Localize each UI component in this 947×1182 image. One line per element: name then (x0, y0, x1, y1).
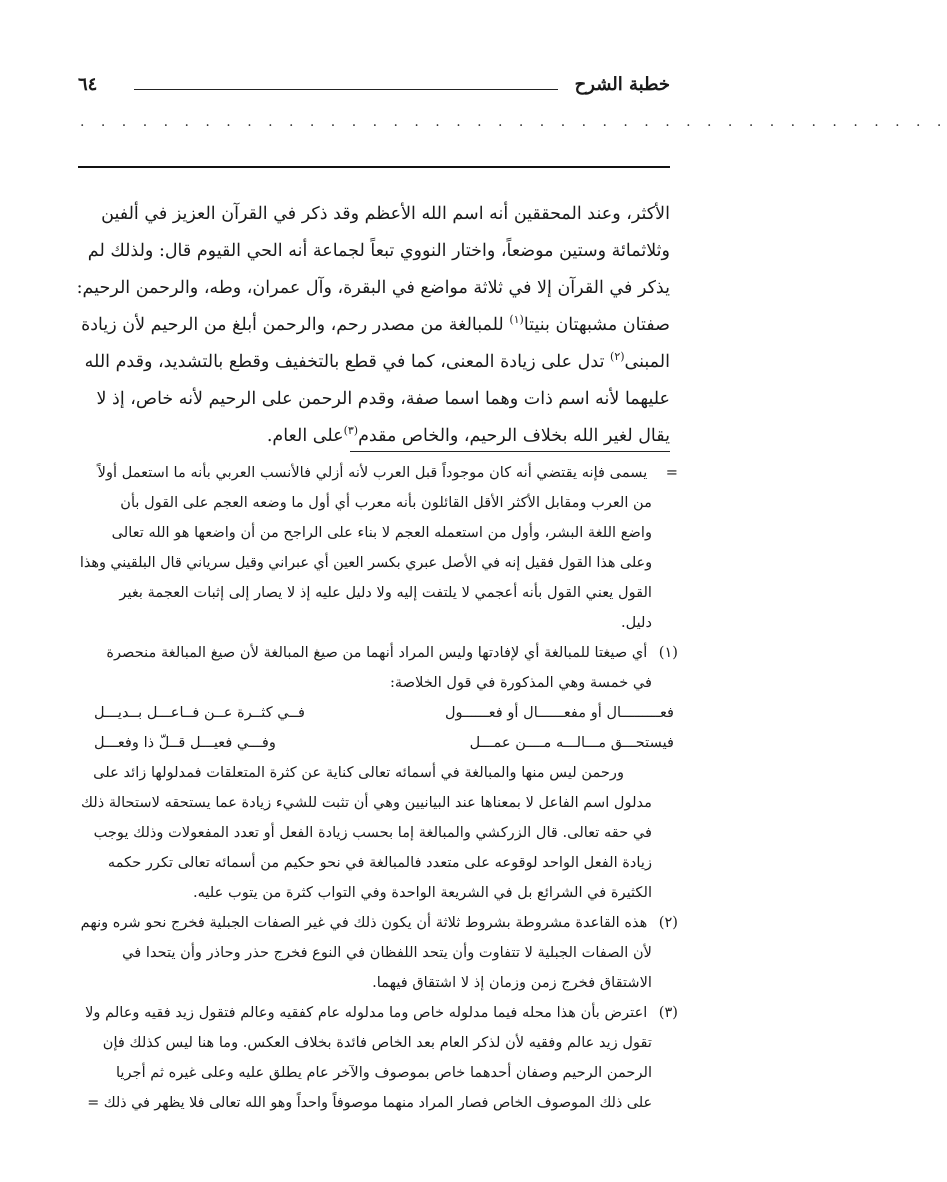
footnote-line: دليل. (620, 614, 652, 631)
verse-hemistich: وفـــي فعيـــل قــلّ ذا وفعـــل (94, 734, 276, 751)
main-line (78, 418, 670, 455)
footnote-text: على ذلك الموصوف الخاص فصار المراد منهما موصوفاً واحداً وهو الله تعالى فلا يظهر في ذلك (103, 1095, 652, 1111)
footnote-2-number: (٢) (658, 914, 678, 931)
footnote-line: الاشتقاق فخرج زمن وزمان إذ لا اشتقاق فيهما. (372, 974, 652, 991)
verse-hemistich: فعـــــــــال أو مفعــــــال أو فعــــــول (444, 704, 674, 721)
footnote-line: الرحمن الرحيم وصفان أحدهما خاص بموصوف والآخر عام يطلق عليه وعلى غيره ثم أجريا (115, 1064, 652, 1081)
footnotes (78, 458, 678, 1118)
footnote-line: مدلول اسم الفاعل لا بمعناها عند البيانيين وهي أن تثبت للشيء زيادة عما يستحقه لاستحالة ذلك (80, 794, 652, 811)
main-text-segment: صفتان مشبهتان بنيتا (523, 315, 670, 335)
footnote-rule (350, 451, 670, 452)
footnote-3-number: (٣) (658, 1004, 678, 1021)
main-text-segment: للمبالغة من مصدر رحم، والرحمن أبلغ من الرحيم لأن زيادة (81, 315, 510, 335)
footnote-ref: (٣) (343, 424, 359, 438)
footnote-3-line (78, 998, 678, 1028)
footnote-1-number: (١) (658, 644, 678, 661)
main-text-segment: على العام. (266, 426, 344, 446)
footnote-line: في حقه تعالى. قال الزركشي والمبالغة إما بحسب زيادة الفعل أو تعدد المفعولات وذلك يوجب (93, 824, 652, 841)
footnote-line: الكثيرة في الشرائع بل في الشريعة الواحدة وفي التواب كثرة من يتوب عليه. (192, 884, 652, 901)
verse-hemistich: فيستحـــق مـــالـــه مــــن عمـــل (469, 734, 674, 751)
footnote-line: لأن الصفات الجبلية لا تتفاوت وأن يتحد اللفظان في النوع فخرج حذر وحاذر وأن يتحدا في (122, 944, 652, 961)
running-header (78, 74, 670, 102)
footnote-text: يسمى فإنه يقتضي أنه كان موجوداً قبل العرب لأنه أزلي فالأنسب العربي بأنه ما استعمل أولاً (97, 464, 648, 481)
main-line: عليهما لأنه اسم ذات وهما اسما صفة، وقدم الرحمن على الرحيم لأنه خاص، إذ لا (96, 389, 670, 409)
main-text-segment: المبنى (624, 352, 670, 372)
dotted-separator: . . . . . . . . . . . . . . . . . . . . . . . . . . . . . . . . . . . . . . . . . . (80, 114, 947, 130)
footnote-text: أي صيغتا للمبالغة أي لإفادتها وليس المراد أنهما من صيغ المبالغة لأن صيغ المبالغة منحصرة (106, 644, 648, 661)
page-number: ٦٤ (78, 74, 98, 95)
poetry-verse (78, 728, 678, 758)
main-line (78, 307, 670, 344)
chapter-title: خطبة الشرح (574, 74, 670, 95)
footnote-line: القول يعني القول بأنه أعجمي لا يلتفت إليه ولا دليل عليه إذ لا يصار إلى إثبات العجمة بغير (119, 584, 652, 601)
footnote-ref: (١) (509, 313, 524, 327)
footnote-text: هذه القاعدة مشروطة بشروط ثلاثة أن يكون ذلك في غير الصفات الجبلية فخرج نحو شره ونهم (80, 914, 648, 931)
text-rule (78, 166, 670, 168)
main-line: يذكر في القرآن إلا في ثلاثة مواضع في البقرة، وآل عمران، وطه، والرحمن الرحيم: (76, 278, 670, 298)
header-rule (134, 89, 558, 90)
main-text-segment: تدل على زيادة المعنى، كما في قطع بالتخفيف وقطع بالتشديد، وقدم الله (84, 352, 611, 372)
continuation-mark: = (665, 464, 678, 481)
footnote-1-line (78, 638, 678, 668)
main-line (78, 344, 670, 381)
poetry-verse (78, 698, 678, 728)
main-line: وثلاثمائة وستين موضعاً، واختار النووي تبعاً لجماعة أنه الحي القيوم قال: ولذلك لم (87, 241, 670, 261)
footnote-ref: (٢) (610, 350, 625, 364)
main-text (78, 196, 670, 455)
footnote-line: زيادة الفعل الواحد لوقوعه على متعدد فالمبالغة في نحو حكيم من أسمائه تعالى تكرر حكمه (107, 854, 652, 871)
footnote-line: من العرب ومقابل الأكثر الأقل القائلون بأنه معرب أي أول ما وضعه العجم على القول بأن (120, 494, 652, 511)
verse-hemistich: فــي كثــرة عــن فــاعـــل بــديـــل (94, 704, 305, 721)
footnote-line: وعلى هذا القول فقيل إنه في الأصل عبري بكسر العين أي عبراني وقيل سرياني قال البلقيني وهذا (79, 555, 652, 571)
footnote-text: اعترض بأن هذا محله فيما مدلوله خاص وما مدلوله عام كفقيه وعالم فتقول زيد فقيه وعالم ولا (85, 1004, 648, 1021)
main-text-segment: يقال لغير الله بخلاف الرحيم، والخاص مقدم (358, 426, 670, 446)
footnote-line (78, 1088, 678, 1118)
footnote-line: تقول زيد عالم وفقيه لأن لذكر العام بعد الخاص فائدة بخلاف العكس. وما هنا ليس كذلك فإن (102, 1034, 652, 1051)
footnote-2-line (78, 908, 678, 938)
footnote-line: واضع اللغة البشر، وأول من استعمله العجم لا بناء على الراجح من أن واضعها هو الله تعالى (111, 524, 652, 541)
footnote-line: ورحمن ليس منها والمبالغة في أسمائه تعالى كناية عن كثرة المتعلقات فمدلولها زائد على (93, 764, 624, 781)
main-line: الأكثر، وعند المحققين أنه اسم الله الأعظم وقد ذكر في القرآن العزيز في ألفين (101, 204, 670, 224)
footnote-line (78, 458, 678, 488)
continuation-mark: = (87, 1095, 100, 1111)
footnote-line: في خمسة وهي المذكورة في قول الخلاصة: (390, 674, 652, 691)
